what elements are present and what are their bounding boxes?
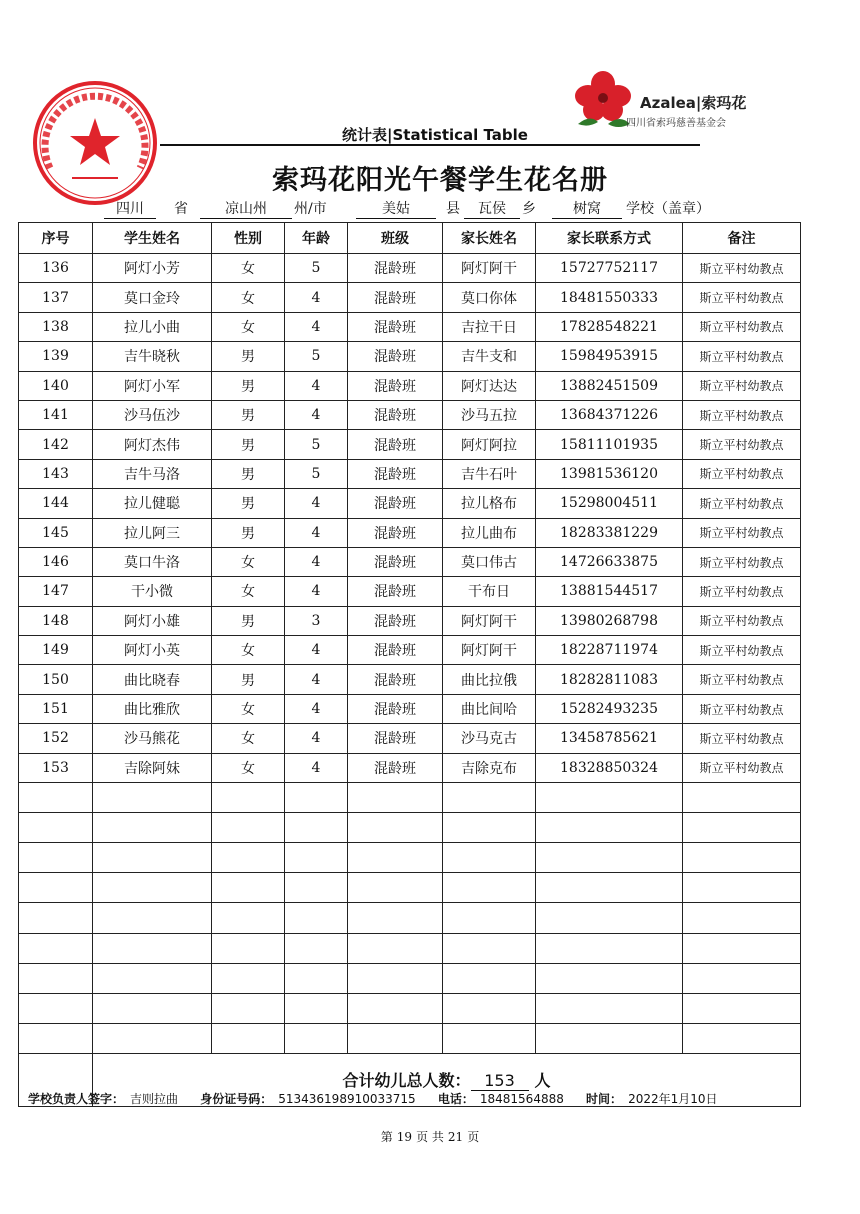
empty-cell (212, 1023, 285, 1053)
cell-index: 146 (19, 547, 93, 576)
empty-cell (285, 963, 348, 993)
cell-age: 4 (285, 724, 348, 753)
school-unit: 学校（盖章） (626, 201, 710, 217)
empty-cell (348, 903, 443, 933)
cell-note: 斯立平村幼教点 (683, 283, 801, 312)
cell-parent-name: 吉除克布 (443, 753, 536, 782)
cell-age: 5 (285, 254, 348, 283)
cell-gender: 男 (212, 459, 285, 488)
school-stamp (30, 78, 160, 208)
empty-row (19, 933, 801, 963)
cell-gender: 男 (212, 430, 285, 459)
principal-name: 吉则拉曲 (130, 1092, 179, 1106)
cell-gender: 女 (212, 724, 285, 753)
cell-age: 4 (285, 518, 348, 547)
empty-cell (212, 963, 285, 993)
cell-parent-phone: 13684371226 (536, 400, 683, 429)
logo-brand-text: Azalea|索玛花 (640, 94, 747, 112)
column-header-student-name: 学生姓名 (93, 223, 212, 254)
cell-parent-name: 阿灯阿干 (443, 254, 536, 283)
empty-cell (348, 873, 443, 903)
empty-row (19, 903, 801, 933)
cell-note: 斯立平村幼教点 (683, 430, 801, 459)
total-unit: 人 (534, 1071, 551, 1091)
cell-parent-name: 沙马五拉 (443, 400, 536, 429)
empty-cell (348, 813, 443, 843)
cell-class: 混龄班 (348, 400, 443, 429)
empty-cell (536, 963, 683, 993)
cell-parent-name: 莫口你体 (443, 283, 536, 312)
township-value: 瓦侯 (464, 198, 520, 219)
cell-index: 137 (19, 283, 93, 312)
empty-cell (212, 933, 285, 963)
cell-note: 斯立平村幼教点 (683, 606, 801, 635)
empty-cell (19, 783, 93, 813)
empty-cell (683, 933, 801, 963)
cell-parent-phone: 13981536120 (536, 459, 683, 488)
cell-age: 4 (285, 400, 348, 429)
empty-row (19, 1023, 801, 1053)
school-value: 树窝 (552, 198, 622, 219)
cell-parent-phone: 17828548221 (536, 312, 683, 341)
table-row (19, 547, 801, 576)
empty-cell (212, 873, 285, 903)
stamp-seal-icon (30, 78, 160, 208)
empty-cell (285, 873, 348, 903)
cell-age: 4 (285, 636, 348, 665)
cell-student-name: 沙马熊花 (93, 724, 212, 753)
cell-class: 混龄班 (348, 724, 443, 753)
table-row (19, 606, 801, 635)
cell-parent-phone: 15298004511 (536, 489, 683, 518)
empty-cell (443, 843, 536, 873)
table-row (19, 254, 801, 283)
cell-gender: 女 (212, 312, 285, 341)
empty-cell (19, 843, 93, 873)
cell-parent-phone: 14726633875 (536, 547, 683, 576)
empty-cell (93, 903, 212, 933)
empty-row (19, 993, 801, 1023)
empty-cell (19, 813, 93, 843)
cell-parent-name: 曲比间哈 (443, 694, 536, 723)
empty-cell (536, 873, 683, 903)
cell-parent-phone: 18283381229 (536, 518, 683, 547)
cell-class: 混龄班 (348, 518, 443, 547)
empty-cell (443, 873, 536, 903)
cell-parent-name: 阿灯阿干 (443, 606, 536, 635)
empty-cell (536, 1023, 683, 1053)
empty-cell (443, 783, 536, 813)
cell-parent-name: 干布日 (443, 577, 536, 606)
cell-note: 斯立平村幼教点 (683, 459, 801, 488)
table-row (19, 753, 801, 782)
cell-note: 斯立平村幼教点 (683, 489, 801, 518)
cell-index: 143 (19, 459, 93, 488)
cell-class: 混龄班 (348, 459, 443, 488)
cell-student-name: 干小微 (93, 577, 212, 606)
cell-age: 4 (285, 694, 348, 723)
logo-foundation-name: 四川省索玛慈善基金会 (626, 118, 726, 129)
table-row (19, 371, 801, 400)
empty-cell (536, 783, 683, 813)
cell-gender: 女 (212, 753, 285, 782)
empty-cell (348, 843, 443, 873)
cell-gender: 女 (212, 547, 285, 576)
cell-parent-phone: 15984953915 (536, 342, 683, 371)
empty-cell (683, 783, 801, 813)
column-header-note: 备注 (683, 223, 801, 254)
empty-cell (212, 813, 285, 843)
cell-gender: 女 (212, 577, 285, 606)
cell-age: 4 (285, 753, 348, 782)
empty-cell (443, 993, 536, 1023)
cell-parent-name: 莫口伟古 (443, 547, 536, 576)
empty-row (19, 783, 801, 813)
empty-cell (443, 813, 536, 843)
empty-cell (93, 933, 212, 963)
empty-row (19, 813, 801, 843)
cell-student-name: 莫口金玲 (93, 283, 212, 312)
id-number: 513436198910033715 (278, 1092, 416, 1106)
empty-cell (19, 993, 93, 1023)
empty-cell (683, 873, 801, 903)
signature-footer (28, 1090, 828, 1107)
phone-label: 电话： (437, 1092, 474, 1106)
cell-parent-phone: 15811101935 (536, 430, 683, 459)
empty-cell (285, 933, 348, 963)
cell-parent-phone: 13882451509 (536, 371, 683, 400)
cell-index: 153 (19, 753, 93, 782)
cell-class: 混龄班 (348, 342, 443, 371)
cell-class: 混龄班 (348, 254, 443, 283)
province-value: 四川 (104, 198, 156, 219)
cell-age: 4 (285, 283, 348, 312)
cell-index: 151 (19, 694, 93, 723)
empty-cell (536, 843, 683, 873)
cell-parent-name: 阿灯阿干 (443, 636, 536, 665)
cell-age: 4 (285, 577, 348, 606)
cell-age: 3 (285, 606, 348, 635)
empty-row (19, 843, 801, 873)
cell-student-name: 拉儿阿三 (93, 518, 212, 547)
table-row (19, 283, 801, 312)
page-number (0, 1128, 860, 1145)
cell-student-name: 阿灯小芳 (93, 254, 212, 283)
cell-student-name: 沙马伍沙 (93, 400, 212, 429)
cell-age: 5 (285, 342, 348, 371)
empty-cell (285, 843, 348, 873)
empty-cell (348, 993, 443, 1023)
total-count: 153 (471, 1071, 529, 1091)
cell-index: 152 (19, 724, 93, 753)
cell-index: 149 (19, 636, 93, 665)
principal-label: 学校负责人签字： (28, 1092, 125, 1106)
empty-cell (443, 933, 536, 963)
empty-cell (683, 1023, 801, 1053)
empty-cell (348, 783, 443, 813)
empty-cell (285, 1023, 348, 1053)
empty-cell (683, 843, 801, 873)
empty-cell (443, 1023, 536, 1053)
empty-cell (19, 903, 93, 933)
cell-class: 混龄班 (348, 283, 443, 312)
cell-age: 4 (285, 312, 348, 341)
cell-class: 混龄班 (348, 489, 443, 518)
column-header-age: 年龄 (285, 223, 348, 254)
empty-cell (285, 993, 348, 1023)
province-unit: 省 (174, 201, 188, 217)
cell-parent-name: 吉牛支和 (443, 342, 536, 371)
student-roster-table (18, 222, 801, 1107)
cell-note: 斯立平村幼教点 (683, 400, 801, 429)
cell-gender: 男 (212, 400, 285, 429)
cell-age: 4 (285, 489, 348, 518)
empty-cell (285, 813, 348, 843)
cell-note: 斯立平村幼教点 (683, 518, 801, 547)
cell-gender: 男 (212, 606, 285, 635)
cell-parent-phone: 18282811083 (536, 665, 683, 694)
empty-cell (93, 993, 212, 1023)
cell-student-name: 莫口牛洛 (93, 547, 212, 576)
column-header-class: 班级 (348, 223, 443, 254)
cell-age: 4 (285, 371, 348, 400)
page-prefix: 第 (380, 1130, 393, 1144)
empty-cell (212, 783, 285, 813)
table-body (19, 254, 801, 1107)
empty-cell (536, 993, 683, 1023)
table-row (19, 312, 801, 341)
page-suffix: 页 (467, 1130, 480, 1144)
cell-parent-name: 曲比拉俄 (443, 665, 536, 694)
cell-student-name: 曲比雅欣 (93, 694, 212, 723)
empty-cell (683, 813, 801, 843)
table-header-row (19, 223, 801, 254)
column-header-parent-name: 家长姓名 (443, 223, 536, 254)
empty-cell (212, 993, 285, 1023)
cell-index: 136 (19, 254, 93, 283)
cell-parent-phone: 15282493235 (536, 694, 683, 723)
table-row (19, 665, 801, 694)
cell-index: 139 (19, 342, 93, 371)
cell-parent-phone: 15727752117 (536, 254, 683, 283)
total-label: 合计幼儿总人数： (342, 1071, 471, 1091)
cell-gender: 男 (212, 371, 285, 400)
cell-class: 混龄班 (348, 753, 443, 782)
cell-student-name: 拉儿健聪 (93, 489, 212, 518)
empty-cell (212, 903, 285, 933)
cell-parent-phone: 18481550333 (536, 283, 683, 312)
cell-gender: 女 (212, 283, 285, 312)
cell-note: 斯立平村幼教点 (683, 547, 801, 576)
cell-index: 150 (19, 665, 93, 694)
cell-index: 145 (19, 518, 93, 547)
cell-age: 4 (285, 547, 348, 576)
column-header-index: 序号 (19, 223, 93, 254)
cell-note: 斯立平村幼教点 (683, 724, 801, 753)
empty-cell (212, 843, 285, 873)
id-label: 身份证号码： (200, 1092, 273, 1106)
cell-note: 斯立平村幼教点 (683, 636, 801, 665)
cell-note: 斯立平村幼教点 (683, 694, 801, 723)
statistical-table-label: 统计表|Statistical Table (342, 126, 528, 144)
empty-cell (683, 993, 801, 1023)
empty-cell (683, 903, 801, 933)
cell-note: 斯立平村幼教点 (683, 753, 801, 782)
cell-gender: 女 (212, 636, 285, 665)
cell-parent-phone: 18228711974 (536, 636, 683, 665)
azalea-logo (568, 66, 788, 136)
cell-note: 斯立平村幼教点 (683, 342, 801, 371)
cell-class: 混龄班 (348, 694, 443, 723)
empty-cell (536, 903, 683, 933)
cell-age: 5 (285, 430, 348, 459)
county-unit: 县 (446, 201, 460, 217)
date-label: 时间： (586, 1092, 623, 1106)
cell-parent-name: 阿灯阿拉 (443, 430, 536, 459)
cell-parent-phone: 13881544517 (536, 577, 683, 606)
cell-parent-name: 沙马克古 (443, 724, 536, 753)
empty-cell (348, 1023, 443, 1053)
empty-cell (443, 963, 536, 993)
page-current: 19 (396, 1130, 413, 1144)
cell-gender: 男 (212, 518, 285, 547)
empty-cell (93, 783, 212, 813)
cell-index: 144 (19, 489, 93, 518)
empty-cell (93, 813, 212, 843)
page-total: 21 (447, 1130, 464, 1144)
township-unit: 乡 (522, 201, 536, 217)
cell-student-name: 阿灯小雄 (93, 606, 212, 635)
empty-cell (19, 933, 93, 963)
cell-parent-name: 拉儿格布 (443, 489, 536, 518)
cell-class: 混龄班 (348, 636, 443, 665)
cell-class: 混龄班 (348, 430, 443, 459)
empty-cell (285, 783, 348, 813)
empty-cell (285, 903, 348, 933)
cell-age: 4 (285, 665, 348, 694)
table-row (19, 636, 801, 665)
page-mid: 页 共 (416, 1130, 444, 1144)
cell-class: 混龄班 (348, 606, 443, 635)
cell-gender: 女 (212, 694, 285, 723)
empty-cell (536, 933, 683, 963)
cell-parent-name: 阿灯达达 (443, 371, 536, 400)
table-row (19, 430, 801, 459)
empty-cell (536, 813, 683, 843)
empty-cell (348, 933, 443, 963)
county-value: 美姑 (356, 198, 436, 219)
date-value: 2022年1月10日 (628, 1092, 718, 1106)
cell-student-name: 曲比晓春 (93, 665, 212, 694)
cell-gender: 男 (212, 665, 285, 694)
empty-cell (19, 873, 93, 903)
header-divider (160, 144, 700, 146)
cell-index: 140 (19, 371, 93, 400)
empty-row (19, 963, 801, 993)
cell-parent-name: 吉拉干日 (443, 312, 536, 341)
cell-parent-name: 拉儿曲布 (443, 518, 536, 547)
cell-student-name: 吉牛马洛 (93, 459, 212, 488)
empty-cell (683, 963, 801, 993)
empty-row (19, 873, 801, 903)
phone-number: 18481564888 (479, 1092, 564, 1106)
table-row (19, 459, 801, 488)
cell-gender: 女 (212, 254, 285, 283)
cell-index: 141 (19, 400, 93, 429)
cell-age: 5 (285, 459, 348, 488)
cell-note: 斯立平村幼教点 (683, 577, 801, 606)
column-header-gender: 性别 (212, 223, 285, 254)
empty-cell (348, 963, 443, 993)
prefecture-value: 凉山州 (200, 198, 292, 219)
cell-parent-phone: 13458785621 (536, 724, 683, 753)
cell-index: 147 (19, 577, 93, 606)
cell-index: 138 (19, 312, 93, 341)
table-row (19, 342, 801, 371)
cell-note: 斯立平村幼教点 (683, 254, 801, 283)
table-row (19, 400, 801, 429)
cell-parent-phone: 18328850324 (536, 753, 683, 782)
cell-class: 混龄班 (348, 371, 443, 400)
cell-note: 斯立平村幼教点 (683, 312, 801, 341)
cell-student-name: 阿灯小英 (93, 636, 212, 665)
cell-index: 142 (19, 430, 93, 459)
cell-student-name: 阿灯小军 (93, 371, 212, 400)
cell-class: 混龄班 (348, 547, 443, 576)
cell-student-name: 拉儿小曲 (93, 312, 212, 341)
cell-gender: 男 (212, 489, 285, 518)
cell-parent-phone: 13980268798 (536, 606, 683, 635)
cell-note: 斯立平村幼教点 (683, 371, 801, 400)
table-row (19, 489, 801, 518)
cell-student-name: 吉牛晓秋 (93, 342, 212, 371)
cell-index: 148 (19, 606, 93, 635)
table-row (19, 724, 801, 753)
empty-cell (93, 873, 212, 903)
table-row (19, 694, 801, 723)
empty-cell (443, 903, 536, 933)
empty-cell (19, 963, 93, 993)
document-title: 索玛花阳光午餐学生花名册 (272, 165, 608, 196)
empty-cell (93, 963, 212, 993)
cell-class: 混龄班 (348, 312, 443, 341)
prefecture-unit: 州/市 (294, 201, 327, 217)
table-row (19, 577, 801, 606)
cell-note: 斯立平村幼教点 (683, 665, 801, 694)
cell-class: 混龄班 (348, 665, 443, 694)
empty-cell (93, 843, 212, 873)
empty-cell (19, 1023, 93, 1053)
cell-gender: 男 (212, 342, 285, 371)
cell-student-name: 阿灯杰伟 (93, 430, 212, 459)
table-row (19, 518, 801, 547)
column-header-parent-phone: 家长联系方式 (536, 223, 683, 254)
address-line (18, 198, 838, 222)
cell-student-name: 吉除阿妹 (93, 753, 212, 782)
empty-cell (93, 1023, 212, 1053)
cell-parent-name: 吉牛石叶 (443, 459, 536, 488)
cell-class: 混龄班 (348, 577, 443, 606)
